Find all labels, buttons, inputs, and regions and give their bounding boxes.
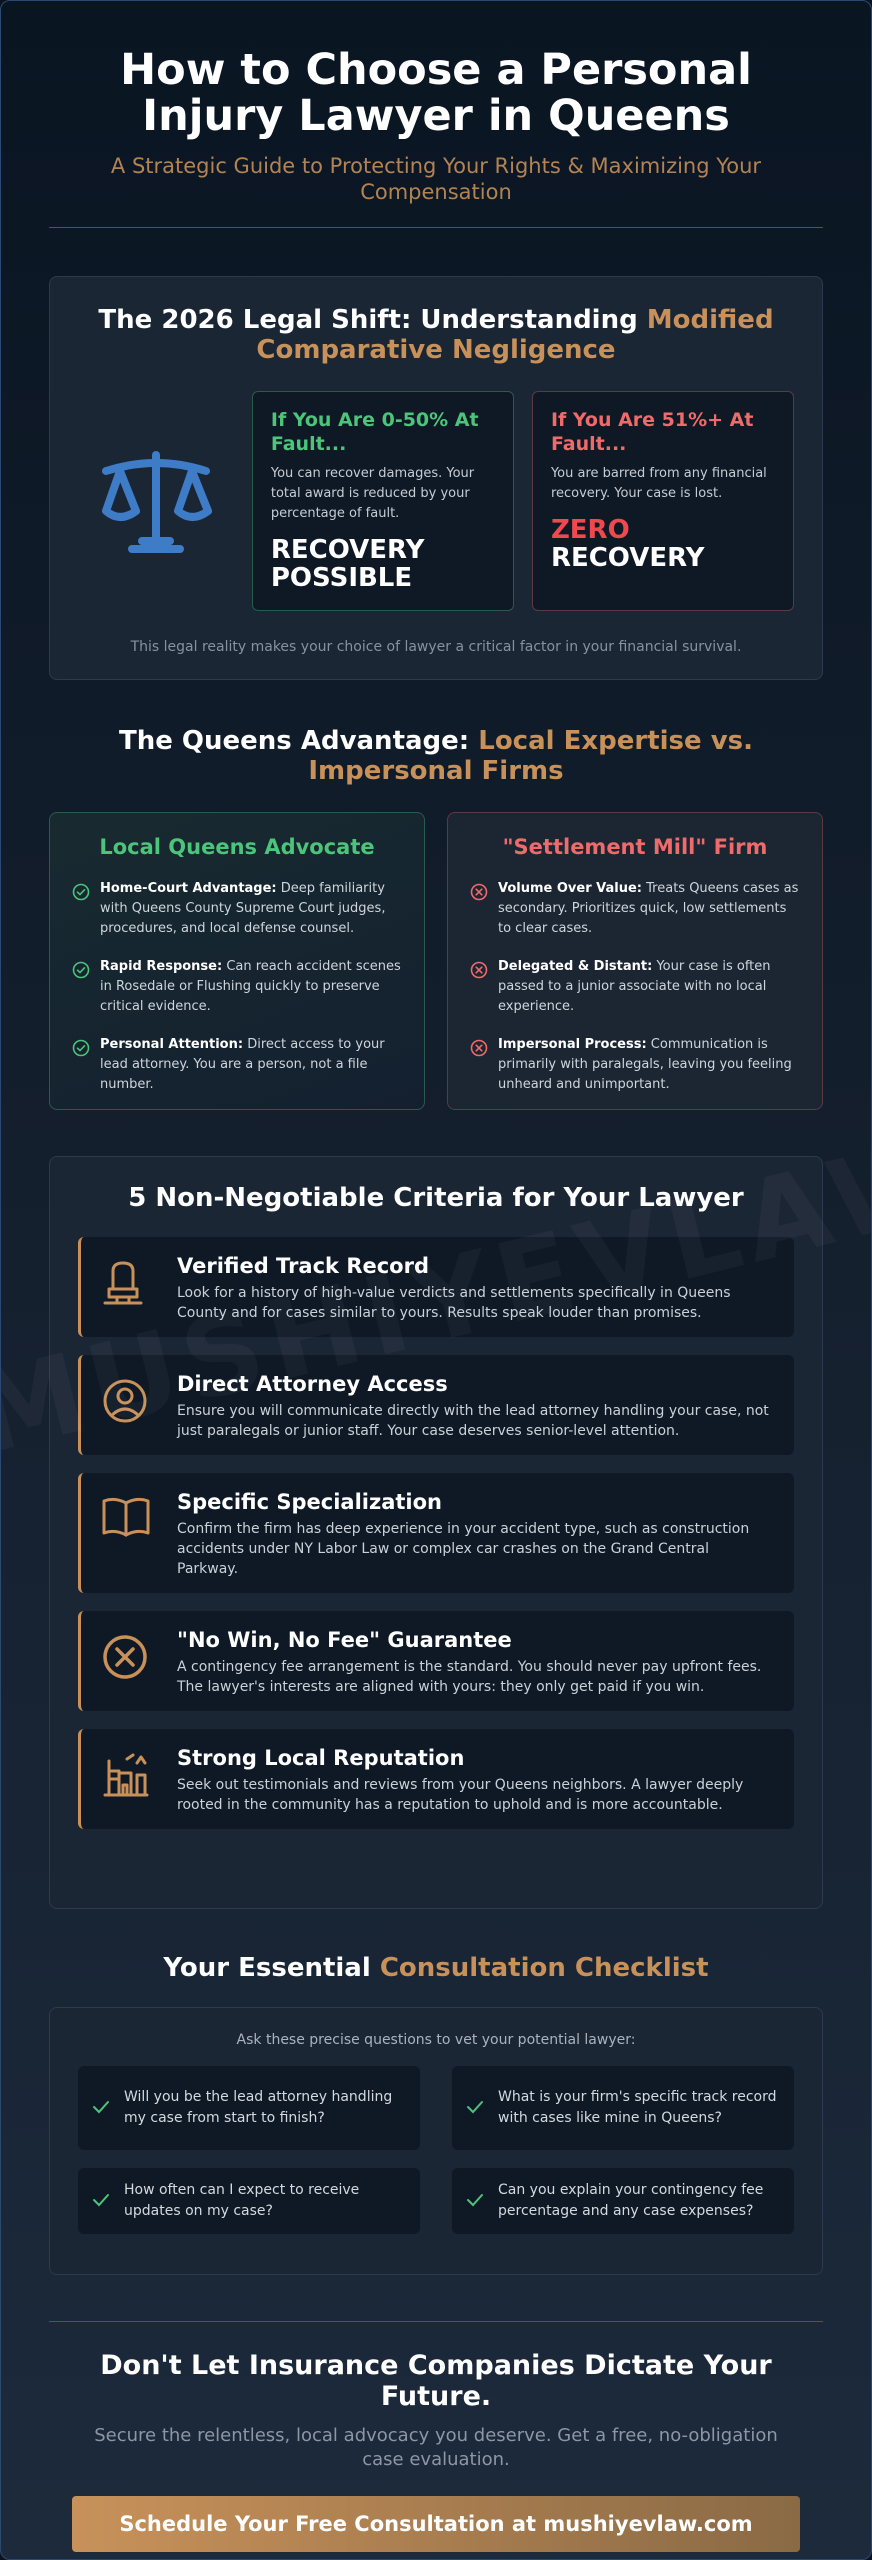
fault-0-50-heading: If You Are 0-50% At Fault...: [270, 409, 479, 455]
item-text: Can reach accident scenes in Rosedale or Flushing quickly to preserve critical evidence.: [100, 959, 401, 1014]
local-advocate-card: [49, 812, 425, 1110]
community-icon: [101, 1745, 177, 1815]
legal-shift-title: [78, 305, 794, 365]
header-divider: [49, 227, 823, 228]
fault-0-50-card: [252, 391, 514, 611]
question-item: [452, 2168, 794, 2234]
fault-51-plus-heading: If You Are 51%+ At Fault...: [550, 409, 754, 455]
checklist-title-plain: Your Essential: [163, 1953, 380, 1983]
checkmark-icon: [466, 2192, 498, 2211]
item-label: Delegated & Distant:: [498, 959, 653, 974]
criteria-item-text: Look for a history of high-value verdicts and settlements specifically in Queens County and for cases similar to yours. Results speak louder than promises.: [177, 1285, 731, 1321]
criteria-item: [78, 1473, 794, 1593]
legal-shift-note: This legal reality makes your choice of lawyer a critical factor in your financial survival.: [130, 639, 742, 655]
criteria-section: [49, 1156, 823, 1909]
question-text: Will you be the lead attorney handling my case from start to finish?: [124, 2089, 393, 2126]
item-text: Your case is often passed to a junior associate with no local experience.: [498, 959, 771, 1014]
x-circle-icon: [470, 1035, 498, 1095]
recovery-label: RECOVERY: [550, 543, 705, 573]
fault-51-plus-result: [551, 516, 775, 572]
fault-51-plus-card: [532, 391, 794, 611]
checklist-title-accent: Consultation Checklist: [379, 1953, 709, 1983]
item-label: Impersonal Process:: [498, 1037, 647, 1052]
settlement-mill-item: [470, 879, 800, 939]
fault-0-50-result: RECOVERY POSSIBLE: [270, 535, 425, 593]
settlement-mill-card: [447, 812, 823, 1110]
criteria-item-text: A contingency fee arrangement is the standard. You should never pay upfront fees. The lawyer's interests are aligned with yours: they only get paid if you win.: [177, 1659, 762, 1695]
footer-divider: [49, 2321, 823, 2322]
local-advocate-item: [72, 879, 402, 939]
question-item: [78, 2168, 420, 2234]
checklist-section: [49, 2007, 823, 2275]
item-text: Treats Queens cases as secondary. Prioritizes quick, low settlements to clear cases.: [498, 881, 799, 936]
hero-header: [49, 1, 823, 205]
local-advocate-item: [72, 1035, 402, 1095]
advantage-comparison-row: [49, 812, 823, 1110]
criteria-item-title: Specific Specialization: [177, 1490, 442, 1514]
zero-label: ZERO: [550, 515, 630, 545]
question-text: How often can I expect to receive updates on my case?: [124, 2182, 360, 2219]
check-circle-icon: [72, 1035, 100, 1095]
criteria-item: [78, 1237, 794, 1337]
user-circle-icon: [101, 1371, 177, 1441]
scales-icon: [78, 391, 234, 611]
queens-advantage-title-plain: The Queens Advantage:: [118, 726, 479, 756]
question-item: [452, 2066, 794, 2150]
criteria-item: [78, 1729, 794, 1829]
legal-shift-title-accent: Modified Comparative Negligence: [256, 305, 774, 365]
legal-shift-section: [49, 276, 823, 680]
criteria-item: [78, 1611, 794, 1711]
item-label: Rapid Response:: [100, 959, 223, 974]
cta-section: [49, 2350, 823, 2552]
checkmark-icon: [92, 2192, 124, 2211]
criteria-item-title: "No Win, No Fee" Guarantee: [177, 1628, 512, 1652]
check-circle-icon: [72, 957, 100, 1017]
x-circle-icon: [101, 1627, 177, 1697]
local-advocate-item: [72, 957, 402, 1017]
check-circle-icon: [72, 879, 100, 939]
local-advocate-heading: Local Queens Advocate: [99, 835, 375, 859]
checkmark-icon: [466, 2099, 498, 2118]
fault-0-50-body: You can recover damages. Your total award is reduced by your percentage of fault.: [270, 466, 475, 521]
checklist-intro: Ask these precise questions to vet your potential lawyer:: [236, 2032, 636, 2048]
criteria-item-title: Strong Local Reputation: [177, 1746, 465, 1770]
x-circle-icon: [470, 957, 498, 1017]
criteria-item-text: Confirm the firm has deep experience in your accident type, such as construction accidents under NY Labor Law or complex car crashes on the Grand Central Parkway.: [177, 1521, 750, 1577]
question-text: Can you explain your contingency fee percentage and any case expenses?: [498, 2182, 764, 2219]
question-text: What is your firm's specific track record with cases like mine in Queens?: [498, 2089, 777, 2126]
settlement-mill-item: [470, 957, 800, 1017]
item-label: Volume Over Value:: [498, 881, 643, 896]
legal-shift-title-plain: The 2026 Legal Shift: Understanding: [98, 305, 647, 335]
page-title: How to Choose a Personal Injury Lawyer in Queens: [120, 45, 752, 141]
criteria-item-title: Verified Track Record: [177, 1254, 429, 1278]
checklist-title: [49, 1953, 823, 1983]
question-grid: [78, 2066, 794, 2252]
checkmark-icon: [92, 2099, 124, 2118]
item-text: Communication is primarily with paralegals, leaving you feeling unheard and unimportant.: [498, 1037, 792, 1092]
fault-comparison-row: [78, 391, 794, 611]
fault-51-plus-body: You are barred from any financial recovery. Your case is lost.: [550, 466, 767, 501]
criteria-item-title: Direct Attorney Access: [177, 1372, 448, 1396]
item-label: Personal Attention:: [100, 1037, 244, 1052]
question-item: [78, 2066, 420, 2150]
schedule-consultation-button[interactable]: Schedule Your Free Consultation at mushiyevlaw.com: [72, 2496, 800, 2552]
x-circle-icon: [470, 879, 498, 939]
criteria-item-text: Seek out testimonials and reviews from your Queens neighbors. A lawyer deeply rooted in the community has a reputation to uphold and is more accountable.: [177, 1777, 744, 1813]
page-subtitle: A Strategic Guide to Protecting Your Rights & Maximizing Your Compensation: [110, 154, 762, 204]
criteria-title: 5 Non-Negotiable Criteria for Your Lawyer: [128, 1183, 744, 1213]
cta-subtitle: Secure the relentless, local advocacy you deserve. Get a free, no-obligation case evaluation.: [94, 2425, 778, 2470]
queens-advantage-title: [49, 726, 823, 786]
cta-title: Don't Let Insurance Companies Dictate Your Future.: [100, 2350, 772, 2412]
book-icon: [101, 1489, 177, 1579]
criteria-item: [78, 1355, 794, 1455]
item-label: Home-Court Advantage:: [100, 881, 277, 896]
item-text: Direct access to your lead attorney. You are a person, not a file number.: [100, 1037, 385, 1092]
criteria-item-text: Ensure you will communicate directly with the lead attorney handling your case, not just paralegals or junior staff. Your case deserves senior-level attention.: [177, 1403, 769, 1439]
item-text: Deep familiarity with Queens County Supreme Court judges, procedures, and local defense counsel.: [100, 881, 386, 936]
settlement-mill-heading: "Settlement Mill" Firm: [502, 835, 768, 859]
settlement-mill-item: [470, 1035, 800, 1095]
queens-advantage-title-accent: Local Expertise vs. Impersonal Firms: [308, 726, 754, 786]
award-icon: [101, 1253, 177, 1323]
